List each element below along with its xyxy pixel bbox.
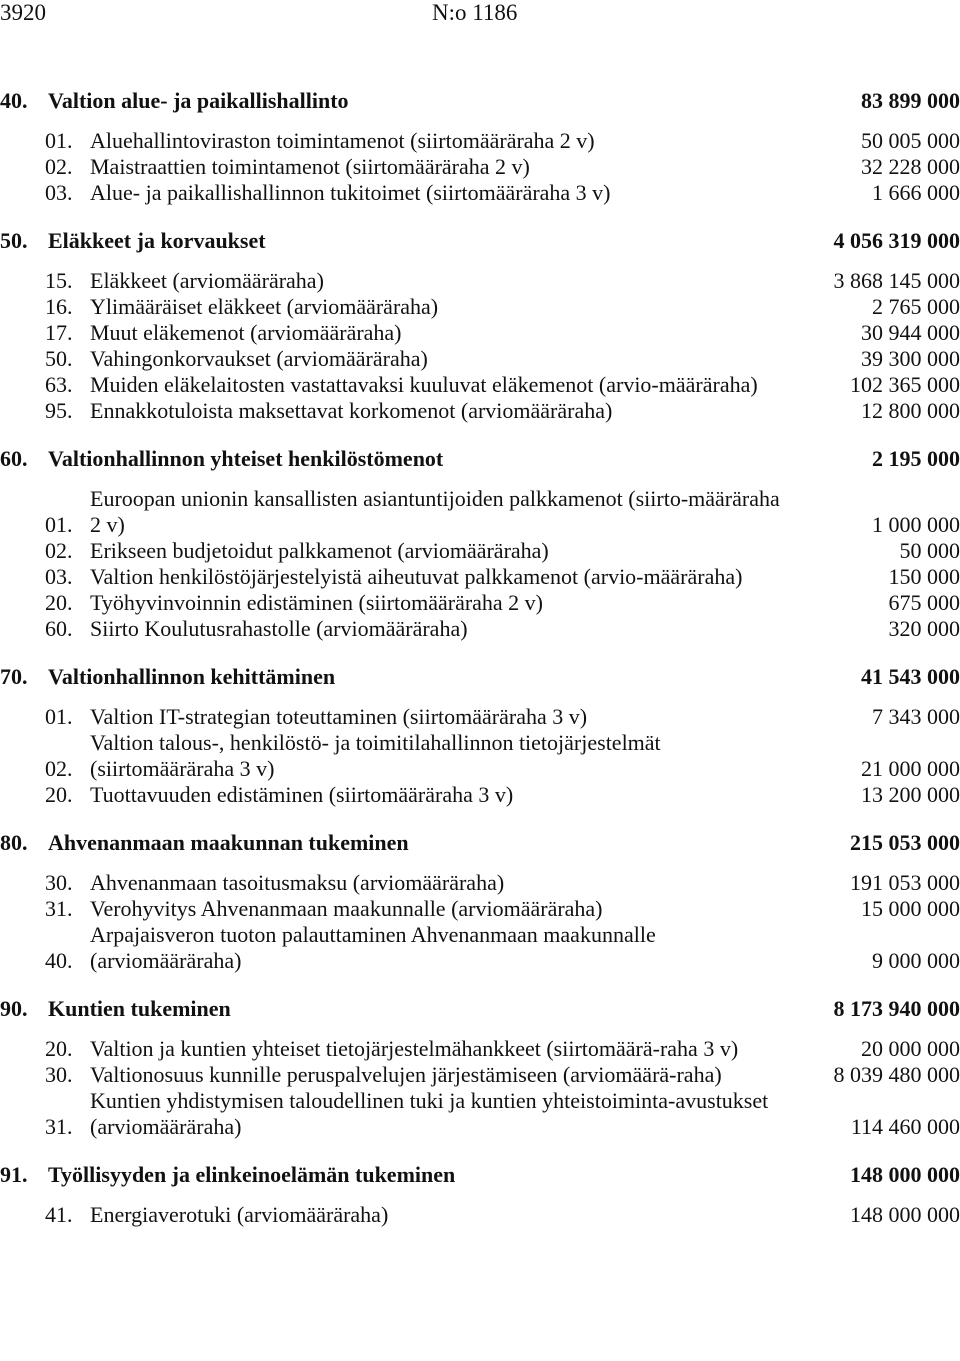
budget-item [0, 616, 960, 642]
item-amount: 12 800 000 [861, 398, 960, 423]
item-amount: 20 000 000 [861, 1036, 960, 1061]
budget-section [0, 994, 960, 1140]
item-title: Ylimääräiset eläkkeet (arviomääräraha) [90, 294, 439, 319]
item-title: Valtion talous-, henkilöstö- ja toimitilahallinnon tietojärjestelmät (siirtomääräraha 3 v) [90, 730, 661, 781]
budget-item [0, 922, 960, 974]
section-heading [0, 226, 960, 254]
item-amount: 30 944 000 [861, 320, 960, 345]
item-number: 01. [45, 512, 73, 537]
item-title: Muiden eläkelaitosten vastattavaksi kuuluvat eläkemenot (arvio-määräraha) [90, 372, 758, 397]
section-amount: 83 899 000 [861, 88, 960, 113]
section-number: 91. [0, 1162, 28, 1187]
section-amount: 4 056 319 000 [833, 228, 960, 253]
section-title: Ahvenanmaan maakunnan tukeminen [48, 830, 409, 855]
section-heading [0, 994, 960, 1022]
item-amount: 3 868 145 000 [833, 268, 960, 293]
item-amount: 50 000 [899, 538, 960, 563]
budget-item [0, 538, 960, 564]
item-number: 63. [45, 372, 73, 397]
item-amount: 13 200 000 [861, 782, 960, 807]
budget-section [0, 662, 960, 808]
section-title: Valtion alue- ja paikallishallinto [48, 88, 349, 113]
budget-item [0, 730, 960, 782]
item-title: Siirto Koulutusrahastolle (arviomääräraha) [90, 616, 468, 641]
budget-listing [0, 86, 960, 1248]
page-number: 3920 [0, 0, 46, 25]
item-amount: 675 000 [888, 590, 960, 615]
section-title: Valtionhallinnon kehittäminen [48, 664, 336, 689]
item-amount: 32 228 000 [861, 154, 960, 179]
item-title: Tuottavuuden edistäminen (siirtomääräraha 3 v) [90, 782, 514, 807]
section-heading [0, 1160, 960, 1188]
item-title: Valtion IT-strategian toteuttaminen (siirtomääräraha 3 v) [90, 704, 588, 729]
budget-item [0, 896, 960, 922]
section-amount: 8 173 940 000 [833, 996, 960, 1021]
item-title: Vahingonkorvaukset (arviomääräraha) [90, 346, 428, 371]
item-amount: 15 000 000 [861, 896, 960, 921]
item-amount: 148 000 000 [850, 1202, 960, 1227]
section-amount: 2 195 000 [872, 446, 960, 471]
item-number: 41. [45, 1202, 73, 1227]
issue-number: N:o 1186 [432, 0, 518, 25]
budget-item [0, 782, 960, 808]
item-amount: 8 039 480 000 [833, 1062, 960, 1087]
budget-item [0, 346, 960, 372]
item-title: Valtion ja kuntien yhteiset tietojärjestelmähankkeet (siirtomäärä-raha 3 v) [90, 1036, 739, 1061]
item-number: 30. [45, 870, 73, 895]
item-amount: 39 300 000 [861, 346, 960, 371]
item-number: 02. [45, 538, 73, 563]
item-number: 40. [45, 948, 73, 973]
item-number: 20. [45, 782, 73, 807]
budget-section [0, 86, 960, 206]
item-title: Arpajaisveron tuoton palauttaminen Ahvenanmaan maakunnalle (arviomääräraha) [90, 922, 656, 973]
item-amount: 1 000 000 [872, 512, 960, 537]
item-amount: 102 365 000 [850, 372, 960, 397]
section-title: Työllisyyden ja elinkeinoelämän tukeminen [48, 1162, 456, 1187]
budget-item [0, 870, 960, 896]
budget-item [0, 128, 960, 154]
item-number: 01. [45, 704, 73, 729]
item-number: 02. [45, 756, 73, 781]
section-number: 80. [0, 830, 28, 855]
budget-item [0, 372, 960, 398]
section-heading [0, 86, 960, 114]
section-heading [0, 828, 960, 856]
budget-item [0, 180, 960, 206]
item-title: Euroopan unionin kansallisten asiantuntijoiden palkkamenot (siirto-määräraha 2 v) [90, 486, 780, 537]
item-number: 15. [45, 268, 73, 293]
item-title: Ennakkotuloista maksettavat korkomenot (arviomääräraha) [90, 398, 613, 423]
budget-section [0, 226, 960, 424]
section-heading [0, 444, 960, 472]
item-title: Valtion henkilöstöjärjestelyistä aiheutuvat palkkamenot (arvio-määräraha) [90, 564, 743, 589]
budget-item [0, 564, 960, 590]
section-number: 70. [0, 664, 28, 689]
item-title: Maistraattien toimintamenot (siirtomääräraha 2 v) [90, 154, 530, 179]
budget-item [0, 154, 960, 180]
item-amount: 320 000 [888, 616, 960, 641]
item-amount: 7 343 000 [872, 704, 960, 729]
budget-section [0, 1160, 960, 1228]
section-amount: 41 543 000 [861, 664, 960, 689]
budget-item [0, 398, 960, 424]
budget-item [0, 320, 960, 346]
item-number: 17. [45, 320, 73, 345]
item-number: 03. [45, 180, 73, 205]
budget-item [0, 1036, 960, 1062]
section-number: 40. [0, 88, 28, 113]
item-number: 16. [45, 294, 73, 319]
item-title: Erikseen budjetoidut palkkamenot (arviomääräraha) [90, 538, 549, 563]
budget-item [0, 704, 960, 730]
item-title: Alue- ja paikallishallinnon tukitoimet (siirtomääräraha 3 v) [90, 180, 611, 205]
item-title: Verohyvitys Ahvenanmaan maakunnalle (arviomääräraha) [90, 896, 603, 921]
section-title: Kuntien tukeminen [48, 996, 231, 1021]
item-number: 30. [45, 1062, 73, 1087]
item-number: 31. [45, 896, 73, 921]
item-number: 60. [45, 616, 73, 641]
item-number: 31. [45, 1114, 73, 1139]
item-title: Ahvenanmaan tasoitusmaksu (arviomääräraha) [90, 870, 505, 895]
section-number: 90. [0, 996, 28, 1021]
budget-section [0, 828, 960, 974]
section-heading [0, 662, 960, 690]
budget-item [0, 486, 960, 538]
item-amount: 9 000 000 [872, 948, 960, 973]
item-amount: 150 000 [888, 564, 960, 589]
item-amount: 1 666 000 [872, 180, 960, 205]
item-number: 20. [45, 590, 73, 615]
section-amount: 215 053 000 [850, 830, 960, 855]
item-title: Muut eläkemenot (arviomääräraha) [90, 320, 402, 345]
budget-item [0, 1202, 960, 1228]
budget-section [0, 444, 960, 642]
item-title: Valtionosuus kunnille peruspalvelujen järjestämiseen (arviomäärä-raha) [90, 1062, 722, 1087]
budget-item [0, 294, 960, 320]
item-title: Energiaverotuki (arviomääräraha) [90, 1202, 389, 1227]
item-title: Työhyvinvoinnin edistäminen (siirtomääräraha 2 v) [90, 590, 544, 615]
item-title: Kuntien yhdistymisen taloudellinen tuki ja kuntien yhteistoiminta-avustukset (arviomääräraha) [90, 1088, 769, 1139]
item-number: 50. [45, 346, 73, 371]
item-amount: 191 053 000 [850, 870, 960, 895]
page-header [0, 0, 960, 26]
item-title: Eläkkeet (arviomääräraha) [90, 268, 324, 293]
item-amount: 2 765 000 [872, 294, 960, 319]
budget-item [0, 1062, 960, 1088]
item-amount: 114 460 000 [850, 1114, 960, 1139]
item-amount: 50 005 000 [861, 128, 960, 153]
item-amount: 21 000 000 [861, 756, 960, 781]
section-amount: 148 000 000 [850, 1162, 960, 1187]
section-number: 50. [0, 228, 28, 253]
section-number: 60. [0, 446, 28, 471]
section-title: Valtionhallinnon yhteiset henkilöstömenot [48, 446, 444, 471]
item-title: Aluehallintoviraston toimintamenot (siirtomääräraha 2 v) [90, 128, 595, 153]
item-number: 01. [45, 128, 73, 153]
budget-item [0, 268, 960, 294]
item-number: 20. [45, 1036, 73, 1061]
item-number: 95. [45, 398, 73, 423]
budget-item [0, 590, 960, 616]
item-number: 02. [45, 154, 73, 179]
item-number: 03. [45, 564, 73, 589]
section-title: Eläkkeet ja korvaukset [48, 228, 266, 253]
budget-item [0, 1088, 960, 1140]
